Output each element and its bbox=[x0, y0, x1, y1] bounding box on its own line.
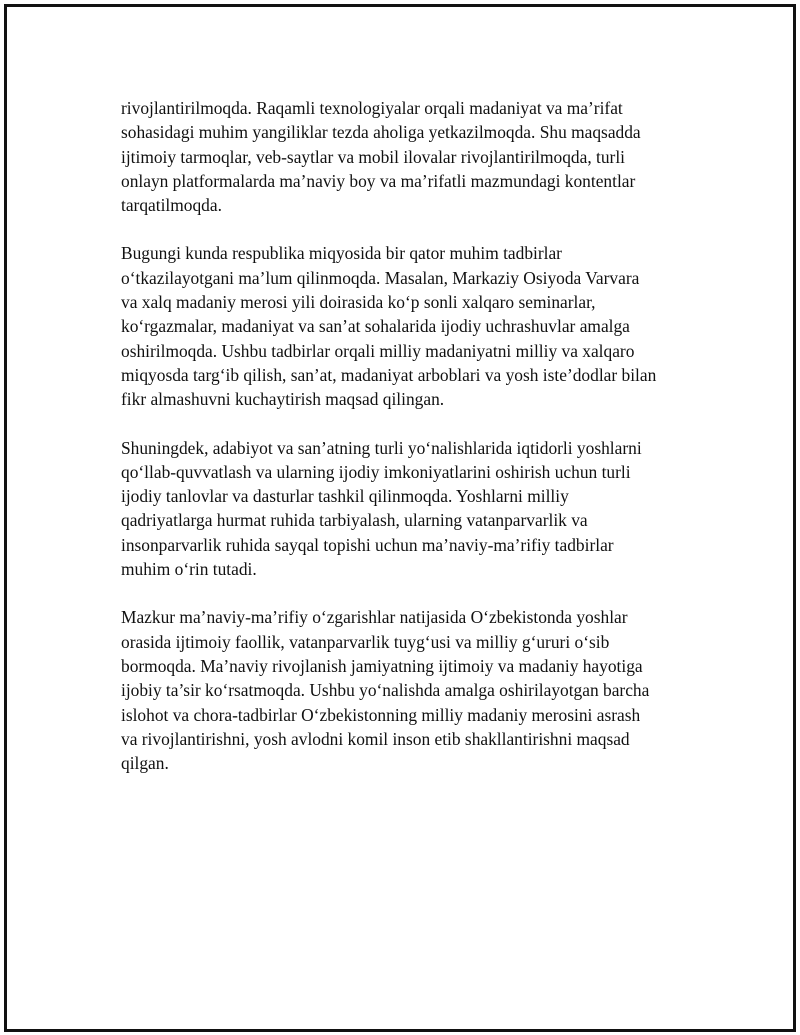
text-line: qadriyatlarga hurmat ruhida tarbiyalash, ularning vatanparvarlik va bbox=[121, 510, 588, 531]
text-line: miqyosda targ‘ib qilish, san’at, madaniyat arboblari va yosh iste’dodlar bilan bbox=[121, 364, 657, 385]
text-line: orasida ijtimoiy faollik, vatanparvarlik tuyg‘usi va milliy g‘ururi o‘sib bbox=[121, 631, 610, 652]
text-line: qilgan. bbox=[121, 753, 169, 774]
paragraph-2 bbox=[121, 241, 711, 411]
text-line: tarqatilmoqda. bbox=[121, 195, 222, 216]
text-line: Shuningdek, adabiyot va san’atning turli yo‘nalishlarida iqtidorli yoshlarni bbox=[121, 437, 642, 458]
text-line: ijodiy tanlovlar va dasturlar tashkil qilinmoqda. Yoshlarni milliy bbox=[121, 486, 569, 507]
paragraph-1 bbox=[121, 96, 711, 217]
text-line: insonparvarlik ruhida sayqal topishi uchun ma’naviy-ma’rifiy tadbirlar bbox=[121, 534, 614, 555]
text-line: fikr almashuvni kuchaytirish maqsad qilingan. bbox=[121, 389, 445, 410]
paragraph-4 bbox=[121, 605, 711, 775]
text-line: bormoqda. Ma’naviy rivojlanish jamiyatning ijtimoiy va madaniy hayotiga bbox=[121, 655, 643, 676]
text-line: va xalq madaniy merosi yili doirasida ko‘p sonli xalqaro seminarlar, bbox=[121, 292, 596, 313]
text-line: sohasidagi muhim yangiliklar tezda aholiga yetkazilmoqda. Shu maqsadda bbox=[121, 122, 641, 143]
text-line: ko‘rgazmalar, madaniyat va san’at sohalarida ijodiy uchrashuvlar amalga bbox=[121, 316, 630, 337]
text-line: qo‘llab-quvvatlash va ularning ijodiy imkoniyatlarini oshirish uchun turli bbox=[121, 461, 631, 482]
text-line: o‘tkazilayotgani ma’lum qilinmoqda. Masalan, Markaziy Osiyoda Varvara bbox=[121, 267, 640, 288]
paragraph-3 bbox=[121, 436, 711, 582]
text-line: rivojlantirilmoqda. Raqamli texnologiyalar orqali madaniyat va ma’rifat bbox=[121, 98, 623, 118]
text-line: onlayn platformalarda ma’naviy boy va ma’rifatli mazmundagi kontentlar bbox=[121, 170, 636, 191]
text-line: oshirilmoqda. Ushbu tadbirlar orqali milliy madaniyatni milliy va xalqaro bbox=[121, 340, 635, 361]
text-line: muhim o‘rin tutadi. bbox=[121, 559, 257, 580]
text-line: va rivojlantirishni, yosh avlodni komil inson etib shakllantirishni maqsad bbox=[121, 728, 630, 749]
text-line: islohot va chora-tadbirlar O‘zbekistonning milliy madaniy merosini asrash bbox=[121, 704, 641, 725]
page-frame bbox=[4, 4, 796, 1032]
text-line: ijobiy ta’sir ko‘rsatmoqda. Ushbu yo‘nalishda amalga oshirilayotgan barcha bbox=[121, 680, 650, 701]
document-body bbox=[121, 96, 711, 799]
text-line: ijtimoiy tarmoqlar, veb-saytlar va mobil ilovalar rivojlantirilmoqda, turli bbox=[121, 146, 625, 167]
text-line: Bugungi kunda respublika miqyosida bir qator muhim tadbirlar bbox=[121, 243, 562, 264]
text-line: Mazkur ma’naviy-ma’rifiy o‘zgarishlar natijasida O‘zbekistonda yoshlar bbox=[121, 607, 628, 628]
